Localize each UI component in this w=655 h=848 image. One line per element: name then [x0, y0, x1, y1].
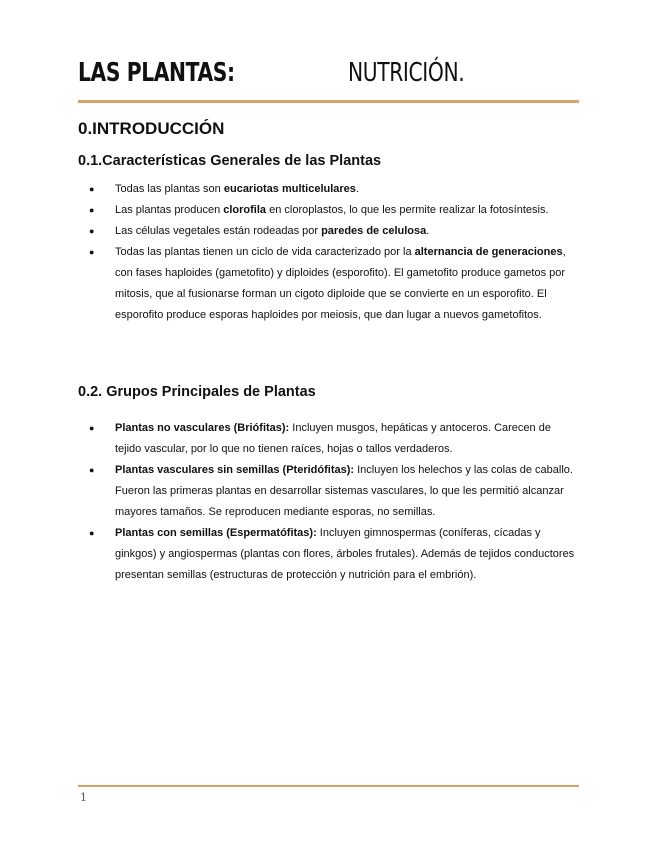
bullet-icon: ●	[89, 226, 95, 236]
bullet-icon: ●	[89, 247, 95, 257]
characteristics-list	[78, 179, 578, 326]
bullet-icon: ●	[89, 205, 95, 215]
list-item: ● Todas las plantas tienen un ciclo de vida caracterizado por la alternancia de generaciones, con fases haploides (gametofito) y diploides (esporofito). El gametofito produce gametos por mitosis, que al fusionarse forman un cigoto diploide que se convierte en un esporofito. El esporofito produce esporas haploides por meiosis, que dan lugar a nuevos gametofitos.	[78, 242, 578, 326]
footer-divider	[78, 785, 579, 787]
list-item: ● Las células vegetales están rodeadas por paredes de celulosa.	[78, 221, 578, 242]
page-subtitle: NUTRICIÓN.	[348, 58, 465, 88]
subsection-heading-grupos: 0.2. Grupos Principales de Plantas	[78, 384, 316, 400]
bullet-icon: ●	[89, 423, 95, 433]
bullet-icon: ●	[89, 465, 95, 475]
bullet-icon: ●	[89, 184, 95, 194]
header-divider	[78, 100, 579, 103]
list-item: ● Plantas no vasculares (Briófitas): Incluyen musgos, hepáticas y antoceros. Carecen de tejido vascular, por lo que no tienen raíces, hojas o tallos verdaderos.	[78, 418, 578, 460]
list-item: ● Todas las plantas son eucariotas multicelulares.	[78, 179, 578, 200]
list-item: ● Las plantas producen clorofila en cloroplastos, lo que les permite realizar la fotosíntesis.	[78, 200, 578, 221]
list-item: ● Plantas con semillas (Espermatófitas): Incluyen gimnospermas (coníferas, cícadas y ginkgos) y angiospermas (plantas con flores, árboles frutales). Además de tejidos conductores presentan semillas (estructuras de protección y nutrición para el embrión).	[78, 523, 578, 586]
page-number: 1	[80, 791, 87, 804]
title-row	[78, 58, 578, 92]
list-item: ● Plantas vasculares sin semillas (Pteridófitas): Incluyen los helechos y las colas de caballo. Fueron las primeras plantas en desarrollar sistemas vasculares, lo que les permitió alcanzar mayores tamaños. Se reproducen mediante esporas, no semillas.	[78, 460, 578, 523]
page-title: LAS PLANTAS:	[78, 58, 235, 88]
bullet-icon: ●	[89, 528, 95, 538]
section-heading-introduccion: 0.INTRODUCCIÓN	[78, 119, 225, 138]
subsection-heading-caracteristicas: 0.1.Características Generales de las Plantas	[78, 153, 382, 169]
plant-groups-list	[78, 418, 578, 586]
